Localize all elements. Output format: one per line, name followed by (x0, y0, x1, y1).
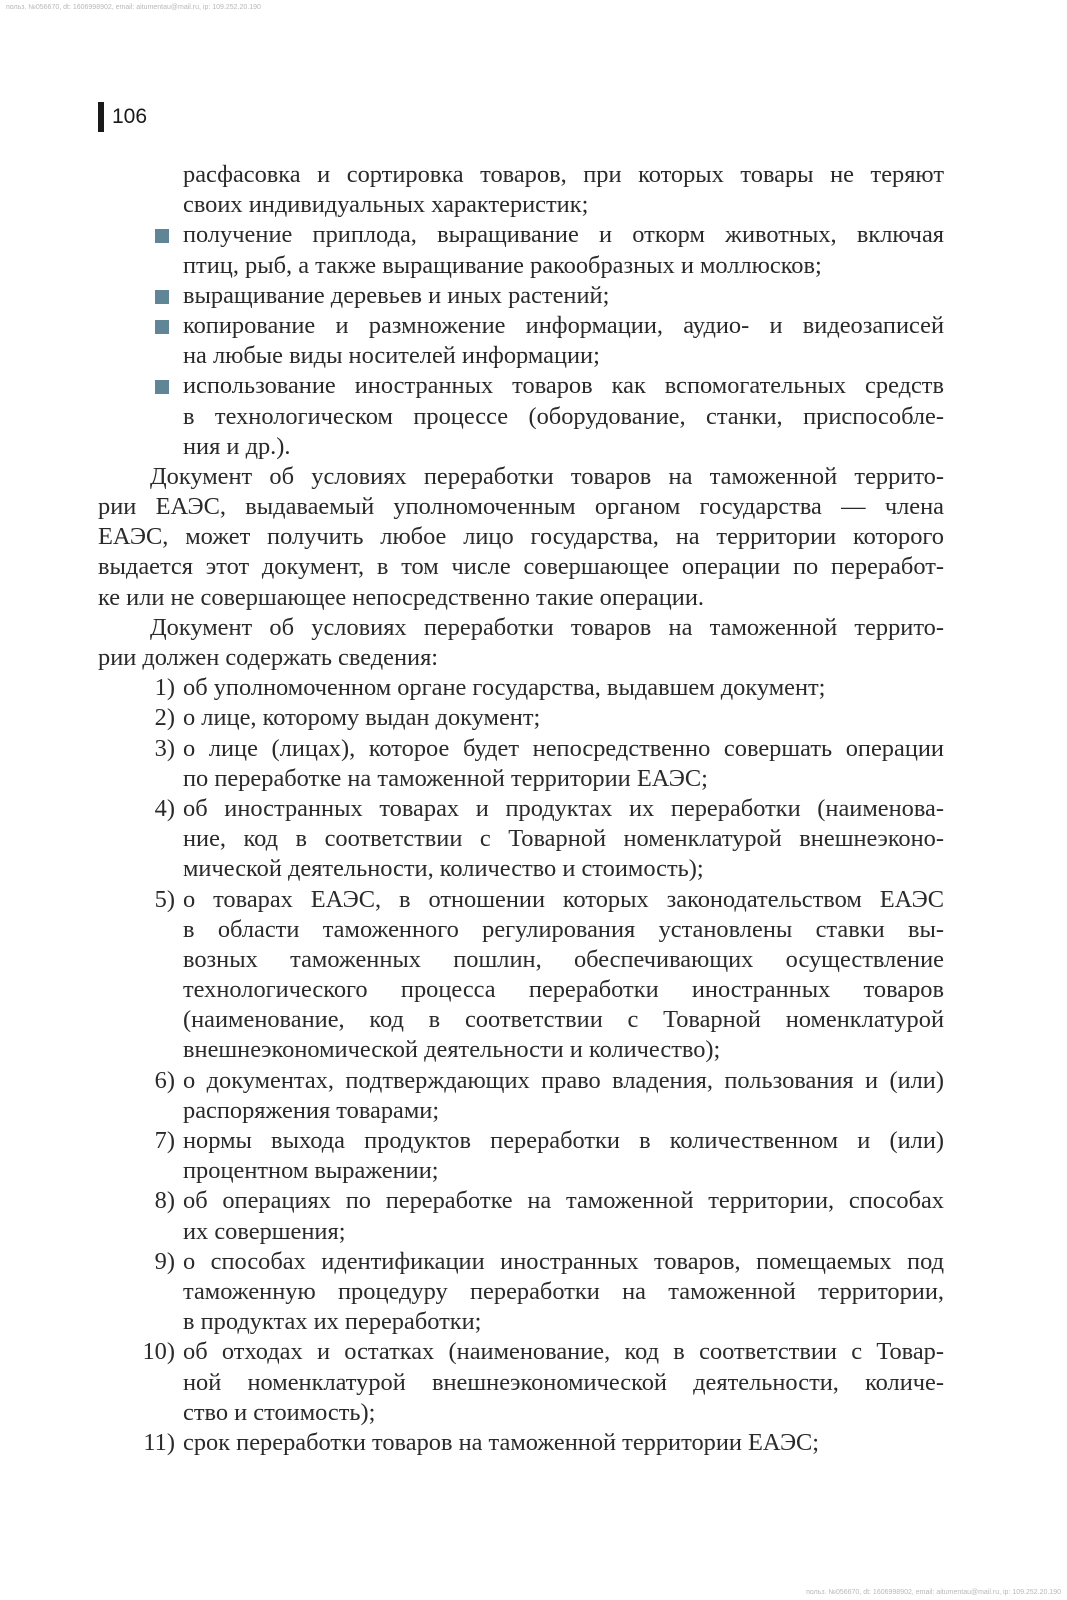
item-text: нормы выхода продуктов переработки в количественном и (или) (183, 1127, 944, 1154)
item-text: срок переработки товаров на таможенной территории ЕАЭС; (183, 1428, 820, 1456)
text-line: Документ об условиях переработки товаров на таможенной террито- (150, 613, 944, 641)
paragraph (98, 462, 944, 613)
item-number: 4) (154, 794, 175, 822)
item-number: 11) (143, 1428, 175, 1456)
numbered-line: внешнеэкономической деятельности и количество); (183, 1036, 721, 1064)
numbered-item (98, 1428, 944, 1458)
text-line: своих индивидуальных характеристик; (183, 191, 589, 219)
bullet-line: ния и др.). (183, 432, 291, 460)
bullet-line (183, 281, 944, 311)
bullet-text: выращивание деревьев и иных растений; (183, 281, 610, 309)
text-line: Документ об условиях переработки товаров на таможенной террито- (150, 462, 944, 490)
numbered-line (154, 1066, 944, 1096)
bullet-item (98, 311, 944, 371)
item-text: об иностранных товарах и продуктах их переработки (наименова- (183, 794, 944, 822)
text-line: расфасовка и сортировка товаров, при которых товары не теряют (183, 161, 944, 188)
numbered-item (98, 703, 944, 733)
paragraph (98, 613, 944, 673)
numbered-item (98, 734, 944, 794)
bullet-text: использование иностранных товаров как вспомогательных средств (183, 372, 944, 400)
page-body (98, 160, 944, 1458)
bullet-line: в технологическом процессе (оборудование, станки, приспособле- (183, 402, 944, 430)
square-bullet-icon (155, 320, 169, 334)
page-number (98, 102, 147, 132)
item-text: о товарах ЕАЭС, в отношении которых законодательством ЕАЭС (183, 885, 944, 913)
item-text: об отходах и остатках (наименование, код в соответствии с Товар- (183, 1338, 944, 1366)
item-number: 10) (142, 1338, 175, 1366)
bullet-item (98, 371, 944, 462)
numbered-line: процентном выражении; (183, 1157, 439, 1185)
text-line: ке или не совершающее непосредственно такие операции. (98, 583, 705, 611)
square-bullet-icon (155, 380, 169, 394)
numbered-line (154, 1186, 944, 1216)
numbered-line: ние, код в соответствии с Товарной номенклатурой внешнеэконо- (183, 825, 944, 853)
watermark-bottom: польз. №056670, dt: 1606998902, email: aitumentau@mail.ru, ip: 109.252.20.190 (806, 1589, 1061, 1596)
numbered-item (98, 794, 944, 885)
item-number: 7) (154, 1127, 175, 1154)
watermark-top: польз. №056670, dt: 1606998902, email: aitumentau@mail.ru, ip: 109.252.20.190 (6, 4, 261, 11)
item-text: о лице, которому выдан документ; (183, 704, 541, 732)
square-bullet-icon (155, 290, 169, 304)
bullet-line (183, 311, 944, 341)
bullet-item (98, 281, 944, 311)
bullet-line (183, 220, 944, 250)
numbered-line: ной номенклатурой внешнеэкономической деятельности, количе- (183, 1368, 944, 1396)
item-number: 1) (154, 674, 175, 702)
bullet-line: на любые виды носителей информации; (183, 342, 600, 370)
numbered-line (154, 703, 944, 733)
numbered-item (98, 1066, 944, 1126)
numbered-line: по переработке на таможенной территории ЕАЭС; (183, 764, 708, 792)
item-number: 9) (154, 1247, 175, 1275)
text-line: рии ЕАЭС, выдаваемый уполномоченным органом государства — члена (98, 493, 944, 521)
numbered-item (98, 1337, 944, 1428)
numbered-line (154, 1126, 944, 1156)
bullet-line (183, 371, 944, 401)
numbered-line: в продуктах их переработки; (183, 1308, 482, 1336)
numbered-item (98, 1186, 944, 1246)
numbered-line: ство и стоимость); (183, 1398, 376, 1426)
numbered-item (98, 885, 944, 1066)
page-number-bar (98, 102, 104, 132)
bullet-text: получение приплода, выращивание и откорм животных, включая (183, 221, 944, 249)
item-number: 5) (154, 885, 175, 913)
numbered-line (142, 1337, 944, 1367)
numbered-line (143, 1428, 944, 1458)
item-text: о документах, подтверждающих право владения, пользования и (или) (183, 1066, 944, 1094)
item-number: 2) (154, 704, 175, 732)
text-line: ЕАЭС, может получить любое лицо государства, на территории которого (98, 523, 944, 551)
numbered-item (98, 1247, 944, 1338)
numbered-list (98, 673, 944, 1458)
text-line: рии должен содержать сведения: (98, 644, 439, 671)
numbered-line: технологического процесса переработки иностранных товаров (183, 976, 944, 1004)
bullet-list (98, 220, 944, 462)
text-line: выдается этот документ, в том числе совершающее операции по переработ- (98, 553, 944, 581)
bullet-item (98, 220, 944, 280)
numbered-line (154, 734, 944, 764)
numbered-line: мической деятельности, количество и стоимость); (183, 855, 704, 883)
item-number: 6) (154, 1066, 175, 1094)
numbered-line: (наименование, код в соответствии с Товарной номенклатурой (183, 1006, 944, 1034)
numbered-line (154, 1247, 944, 1277)
numbered-item (98, 1126, 944, 1186)
item-text: об операциях по переработке на таможенной территории, способах (183, 1187, 944, 1215)
page-number-text: 106 (112, 105, 148, 128)
item-text: об уполномоченном органе государства, выдавшем документ; (183, 674, 826, 702)
numbered-line (154, 885, 944, 915)
numbered-line: распоряжения товарами; (183, 1096, 440, 1124)
bullet-line: птиц, рыб, а также выращивание ракообразных и моллюсков; (183, 251, 822, 279)
numbered-item (98, 673, 944, 703)
item-text: о способах идентификации иностранных товаров, помещаемых под (183, 1247, 944, 1275)
numbered-line: в области таможенного регулирования установлены ставки вы- (183, 915, 944, 943)
numbered-line: таможенную процедуру переработки на таможенной территории, (183, 1277, 944, 1305)
item-text: о лице (лицах), которое будет непосредственно совершать операции (183, 734, 944, 762)
numbered-line (154, 673, 944, 703)
numbered-line: их совершения; (183, 1217, 346, 1245)
item-number: 8) (154, 1187, 175, 1215)
bullet-text: копирование и размножение информации, аудио- и видеозаписей (183, 311, 944, 339)
item-number: 3) (154, 734, 175, 762)
numbered-line: возных таможенных пошлин, обеспечивающих осуществление (183, 945, 944, 973)
square-bullet-icon (155, 229, 169, 243)
numbered-line (154, 794, 944, 824)
